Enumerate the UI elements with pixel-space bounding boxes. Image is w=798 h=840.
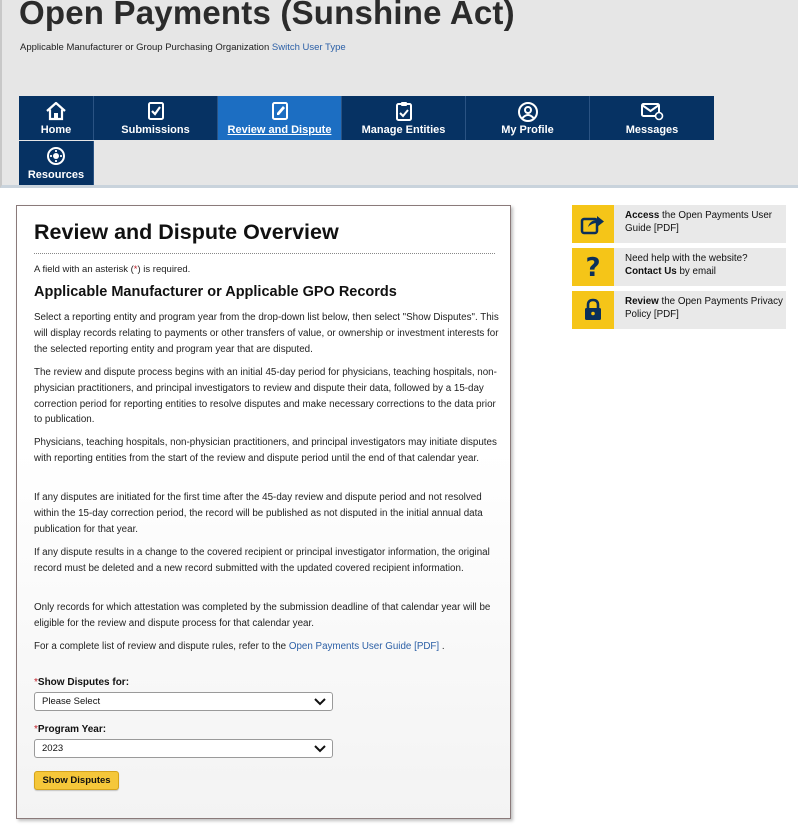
nav-manage-entities[interactable] <box>342 96 466 140</box>
lock-icon <box>583 298 603 322</box>
card-icon-box <box>572 291 614 329</box>
card-text-access: the Open Payments User Guide [PDF] <box>625 210 773 234</box>
checklist-icon <box>147 101 165 121</box>
chevron-down-icon <box>314 745 326 753</box>
paragraph-process: The review and dispute process begins with an initial 45-day period for physicians, teaching hospitals, non-physician practitioners, and principal investigators to review and dispute their data, followed by a 15-day correction period for reporting entities to resolve disputes and make necessary corrections to the data prior to publication. <box>34 367 497 426</box>
nav-my-profile[interactable] <box>466 96 590 140</box>
gear-icon <box>46 146 66 166</box>
nav-my-profile-label: My Profile <box>501 124 554 136</box>
contact-us-card[interactable] <box>572 248 786 286</box>
show-disputes-label <box>34 677 129 688</box>
card-bold-access: Access <box>625 210 660 221</box>
title-divider <box>34 253 495 254</box>
show-disputes-select[interactable] <box>34 692 333 711</box>
card-bold-review: Review <box>625 296 659 307</box>
card-icon-box <box>572 248 614 286</box>
user-guide-text: For a complete list of review and dispute rules, refer to the <box>34 641 287 652</box>
svg-text:?: ? <box>585 254 601 280</box>
paragraph-published: If any disputes are initiated for the first time after the 45-day review and dispute period and not resolved within the 15-day correction period, the record will be published as not disputed in the initial annual data publication for that year. <box>34 492 483 535</box>
question-icon <box>584 254 602 280</box>
mail-icon <box>640 101 664 121</box>
program-year-value: 2023 <box>42 743 64 754</box>
card-pre-contact: Need help with the website? <box>625 253 748 264</box>
show-disputes-button[interactable]: Show Disputes <box>34 771 119 790</box>
section-heading: Applicable Manufacturer or Applicable GPO Records <box>34 284 397 300</box>
paragraph-deleted: If any dispute results in a change to the covered recipient or principal investigator information, the original record must be deleted and a new record submitted with the updated covered recipient information. <box>34 547 490 574</box>
show-disputes-label-text: Show Disputes for: <box>37 677 130 688</box>
paragraph-user-guide <box>34 639 499 655</box>
required-note <box>34 264 190 275</box>
main-nav <box>0 86 798 188</box>
paragraph-attestation: Only records for which attestation was completed by the submission deadline of that calendar year will be eligible for the review and dispute process for that calendar year. <box>34 602 491 629</box>
card-bold-contact: Contact Us <box>625 265 677 277</box>
program-year-label <box>34 724 106 735</box>
user-guide-end: . <box>441 641 445 652</box>
user-type-line <box>20 42 346 53</box>
home-icon <box>45 101 67 121</box>
site-title: Open Payments (Sunshine Act) <box>19 0 515 31</box>
user-guide-card-text <box>625 210 783 235</box>
share-arrow-icon <box>580 212 606 236</box>
nav-manage-entities-label: Manage Entities <box>361 124 446 136</box>
nav-resources-label: Resources <box>27 169 85 181</box>
chevron-down-icon <box>314 698 326 706</box>
required-note-suffix: ) is required. <box>137 264 191 275</box>
show-disputes-value: Please Select <box>42 696 101 707</box>
nav-review-label: Review and Dispute <box>227 124 332 136</box>
required-note-prefix: A field with an asterisk ( <box>34 264 134 275</box>
review-dispute-panel <box>16 205 511 819</box>
user-type-text: Applicable Manufacturer or Group Purchasing Organization <box>20 42 270 53</box>
privacy-policy-card[interactable] <box>572 291 786 329</box>
edit-document-icon <box>271 101 289 121</box>
required-asterisk: * <box>133 264 138 275</box>
program-year-asterisk: * <box>34 724 38 735</box>
program-year-label-text: Program Year: <box>37 724 107 735</box>
user-guide-link[interactable]: Open Payments User Guide [PDF] <box>288 641 440 652</box>
site-header <box>0 0 798 86</box>
clipboard-icon <box>394 101 414 122</box>
nav-submissions[interactable] <box>94 96 218 140</box>
user-guide-card[interactable] <box>572 205 786 243</box>
paragraph-select-entity: Select a reporting entity and program year from the drop-down list below, then select "Show Disputes". This will display records relating to payments or other transfers of value, or ownership or investment interests for the selected reporting entity and program year that are disputed. <box>34 312 499 355</box>
profile-icon <box>517 101 539 123</box>
show-disputes-asterisk: * <box>34 677 38 688</box>
nav-submissions-label: Submissions <box>121 124 190 136</box>
privacy-policy-card-text <box>625 296 783 321</box>
nav-resources[interactable] <box>19 141 94 185</box>
paragraph-initiate: Physicians, teaching hospitals, non-physician practitioners, and principal investigators may initiate disputes with reporting entities from the start of the review and dispute period until the end of that calendar year. <box>34 437 497 464</box>
switch-user-type-link[interactable]: Switch User Type <box>271 42 346 53</box>
nav-home[interactable] <box>19 96 94 140</box>
card-icon-box <box>572 205 614 243</box>
nav-review-and-dispute[interactable] <box>218 96 342 140</box>
nav-messages-label: Messages <box>625 124 679 136</box>
nav-home-label: Home <box>40 124 72 136</box>
page-title: Review and Dispute Overview <box>34 220 339 244</box>
card-text-review: the Open Payments Privacy Policy [PDF] <box>625 296 783 320</box>
program-year-select[interactable] <box>34 739 333 758</box>
nav-messages[interactable] <box>590 96 714 140</box>
card-text-contact: by email <box>676 265 716 277</box>
contact-us-card-text <box>625 253 783 278</box>
